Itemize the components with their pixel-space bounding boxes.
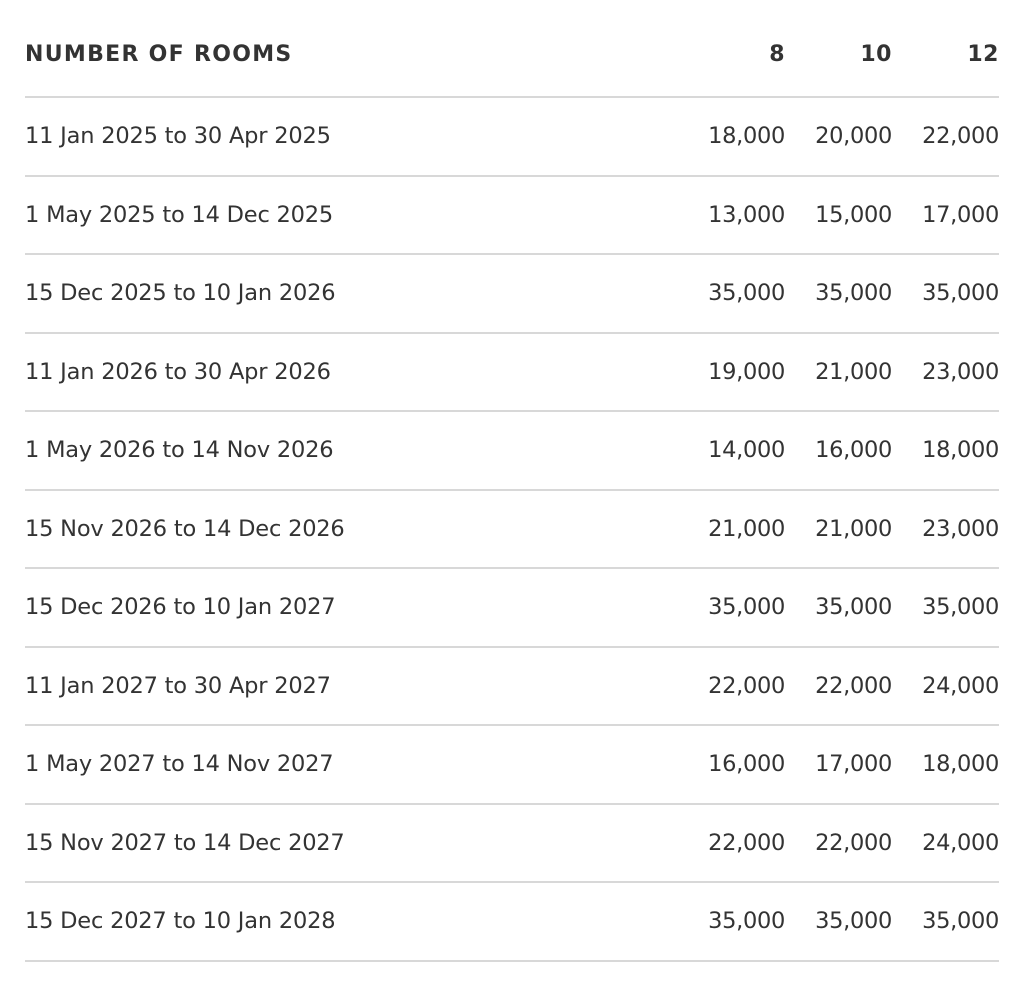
table-row [25,804,999,883]
price-8-rooms: 35,000 [677,882,785,961]
header-rooms-8: 8 [677,0,785,97]
price-12-rooms: 22,000 [892,97,999,176]
price-10-rooms: 22,000 [785,804,892,883]
price-8-rooms: 35,000 [677,568,785,647]
price-8-rooms: 19,000 [677,333,785,412]
header-rooms-12: 12 [892,0,999,97]
price-10-rooms: 35,000 [785,568,892,647]
table-row [25,254,999,333]
row-period: 11 Jan 2025 to 30 Apr 2025 [25,97,677,176]
table-row [25,411,999,490]
price-12-rooms: 17,000 [892,176,999,255]
price-10-rooms: 35,000 [785,882,892,961]
price-8-rooms: 14,000 [677,411,785,490]
table-row [25,333,999,412]
price-12-rooms: 18,000 [892,411,999,490]
price-8-rooms: 22,000 [677,647,785,726]
table-row [25,647,999,726]
price-12-rooms: 35,000 [892,568,999,647]
row-period: 15 Nov 2027 to 14 Dec 2027 [25,804,677,883]
price-8-rooms: 16,000 [677,725,785,804]
price-10-rooms: 20,000 [785,97,892,176]
price-12-rooms: 24,000 [892,647,999,726]
rates-table [25,0,999,962]
row-period: 1 May 2026 to 14 Nov 2026 [25,411,677,490]
table-row [25,490,999,569]
row-period: 1 May 2027 to 14 Nov 2027 [25,725,677,804]
row-period: 1 May 2025 to 14 Dec 2025 [25,176,677,255]
row-period: 15 Dec 2025 to 10 Jan 2026 [25,254,677,333]
table-row [25,725,999,804]
price-10-rooms: 21,000 [785,490,892,569]
price-10-rooms: 16,000 [785,411,892,490]
row-period: 11 Jan 2027 to 30 Apr 2027 [25,647,677,726]
price-12-rooms: 35,000 [892,254,999,333]
table-row [25,568,999,647]
row-period: 11 Jan 2026 to 30 Apr 2026 [25,333,677,412]
price-12-rooms: 24,000 [892,804,999,883]
header-rooms-10: 10 [785,0,892,97]
price-12-rooms: 35,000 [892,882,999,961]
price-10-rooms: 17,000 [785,725,892,804]
price-8-rooms: 35,000 [677,254,785,333]
price-10-rooms: 35,000 [785,254,892,333]
table-row [25,97,999,176]
header-row [25,0,999,97]
price-8-rooms: 18,000 [677,97,785,176]
price-8-rooms: 22,000 [677,804,785,883]
row-period: 15 Nov 2026 to 14 Dec 2026 [25,490,677,569]
price-10-rooms: 22,000 [785,647,892,726]
price-8-rooms: 13,000 [677,176,785,255]
price-12-rooms: 18,000 [892,725,999,804]
price-12-rooms: 23,000 [892,333,999,412]
rates-table-header [25,0,999,97]
price-10-rooms: 15,000 [785,176,892,255]
table-row [25,176,999,255]
rates-table-body [25,97,999,961]
table-row [25,882,999,961]
row-period: 15 Dec 2026 to 10 Jan 2027 [25,568,677,647]
price-8-rooms: 21,000 [677,490,785,569]
price-12-rooms: 23,000 [892,490,999,569]
row-period: 15 Dec 2027 to 10 Jan 2028 [25,882,677,961]
header-number-of-rooms: NUMBER OF ROOMS [25,0,677,97]
price-10-rooms: 21,000 [785,333,892,412]
